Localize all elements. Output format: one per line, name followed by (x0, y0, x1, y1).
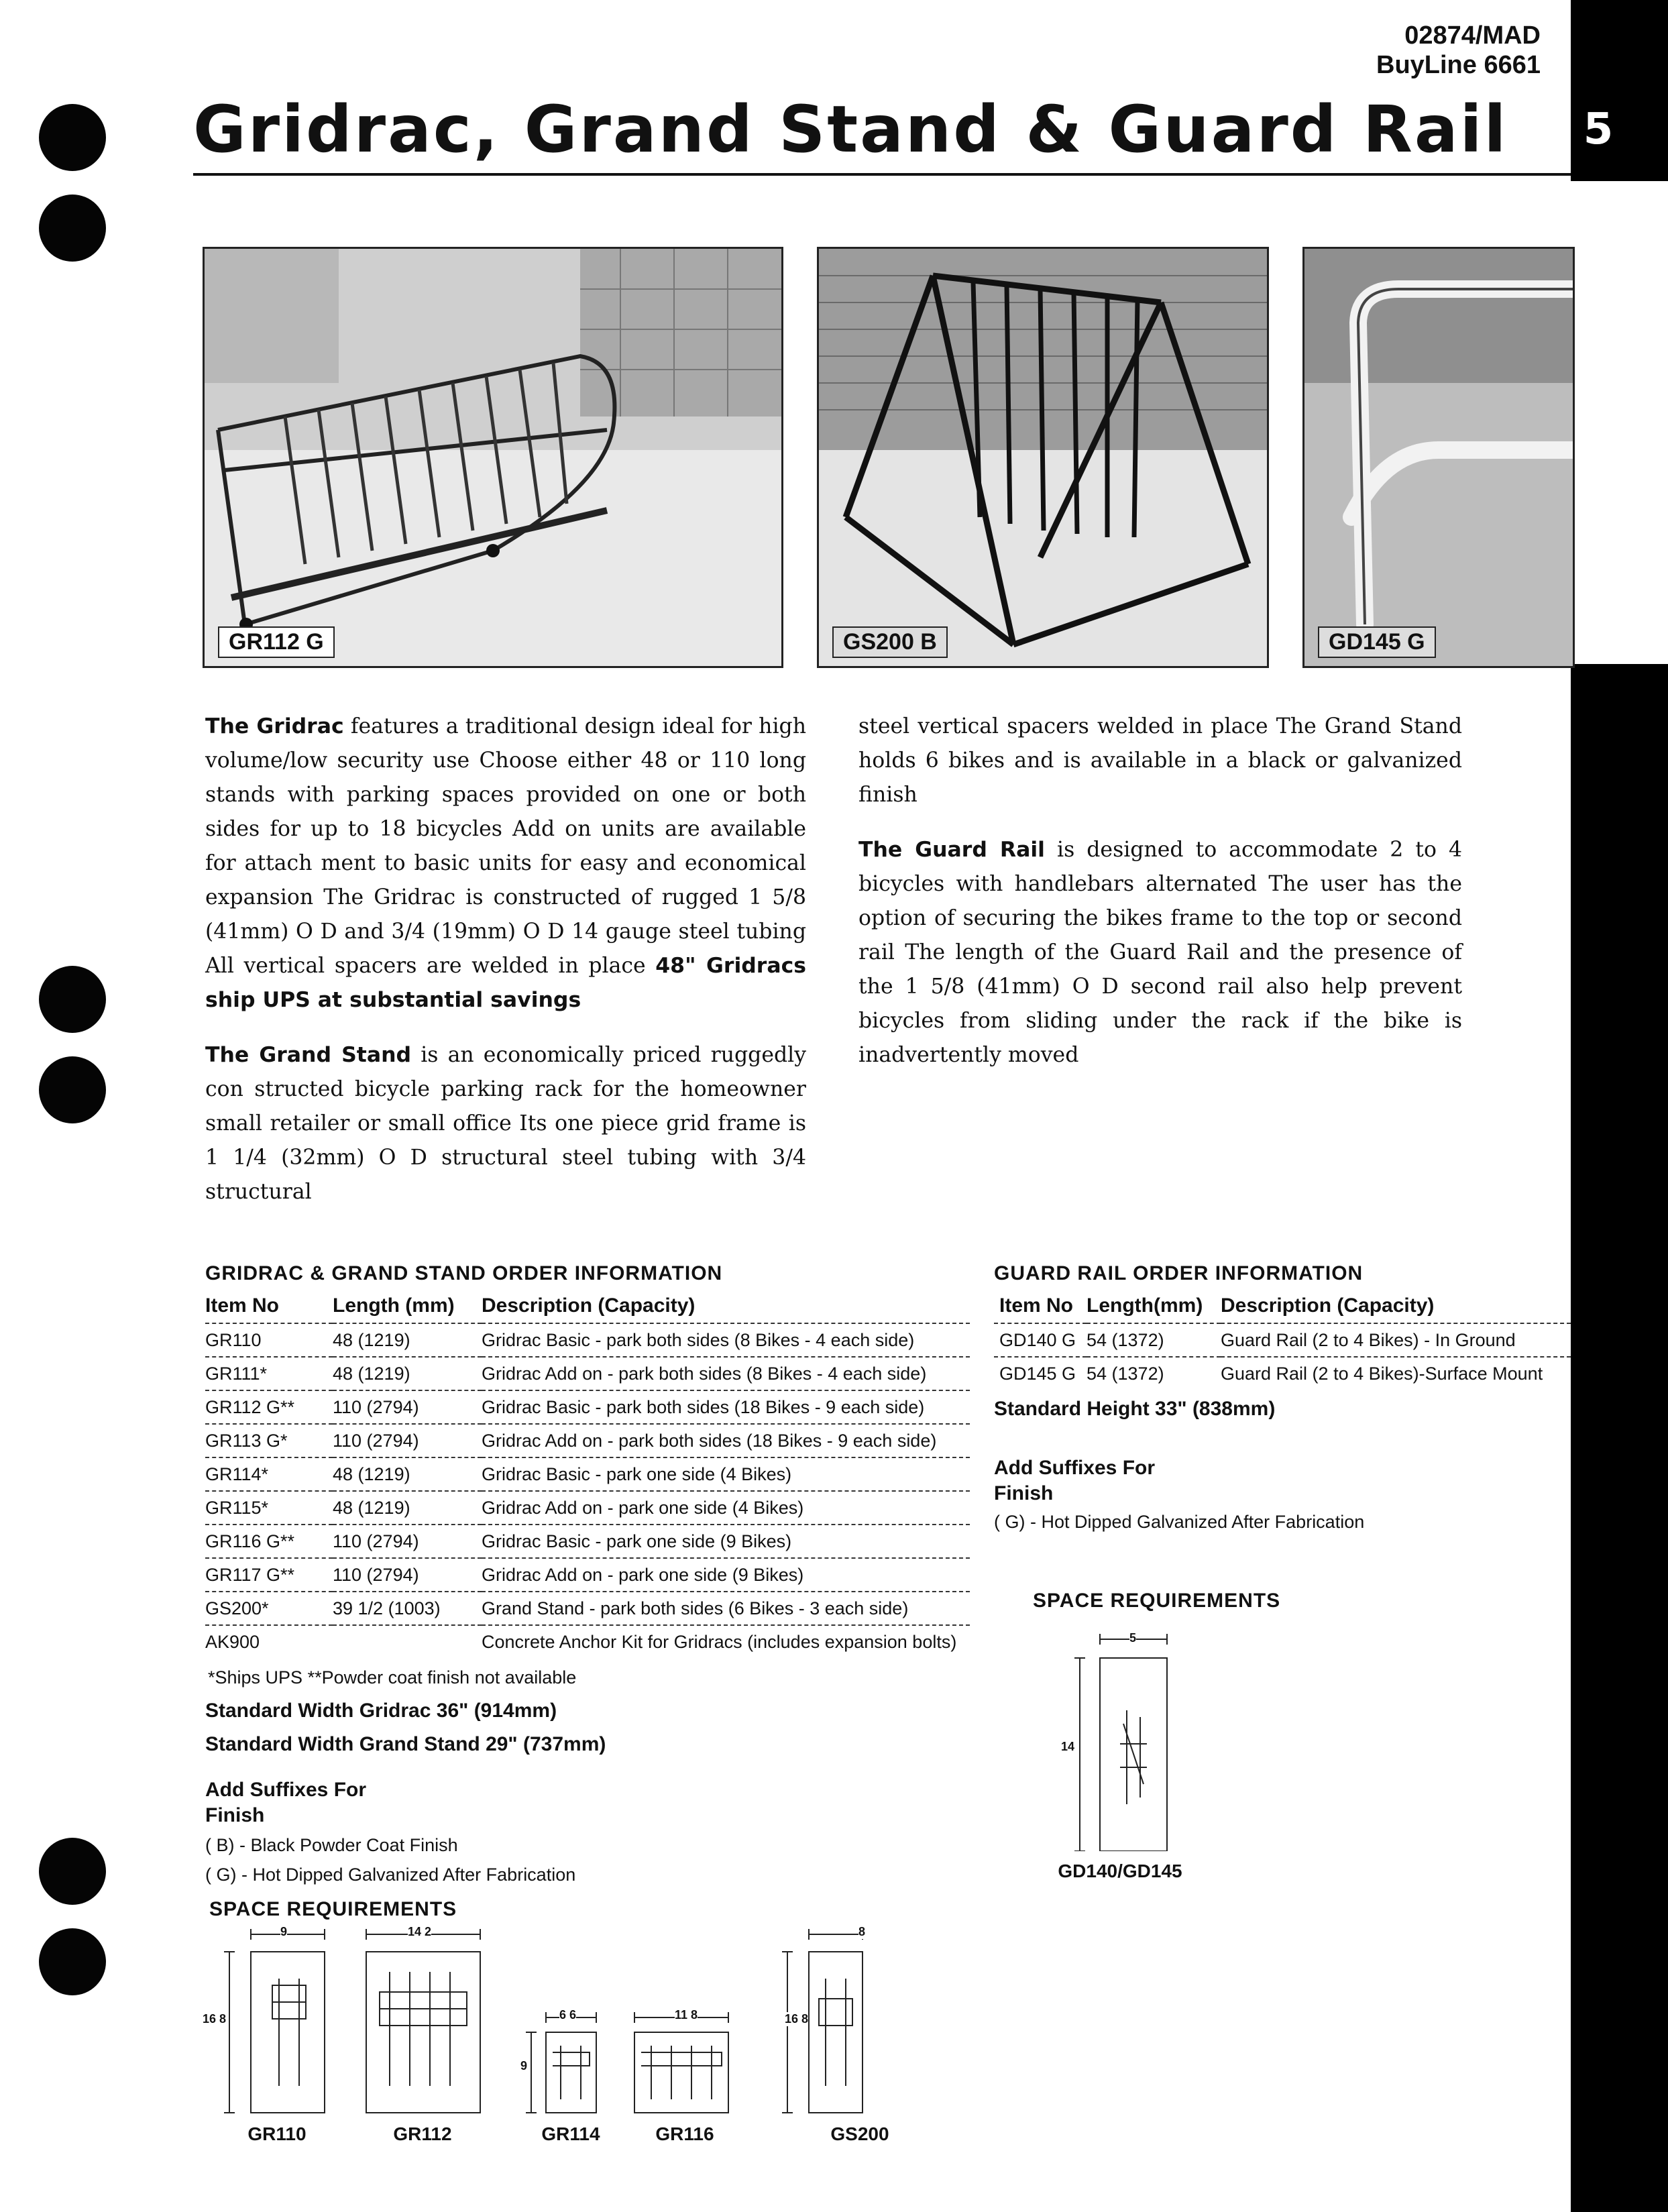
dim-height: 9 (520, 2059, 528, 2072)
item-no: GR116 G** (205, 1525, 333, 1558)
table-row (205, 1424, 970, 1457)
photo-gridrac (203, 247, 783, 668)
page-title: Gridrac, Grand Stand & Guard Rail (193, 92, 1508, 167)
section-edge-bar (1571, 0, 1668, 2212)
suffix-heading-finish: Finish (205, 1804, 265, 1826)
col-description: Description (Capacity) (1221, 1294, 1435, 1317)
dim-width: 14 2 (408, 1925, 432, 1938)
order-footnote: *Ships UPS **Powder coat finish not available (208, 1667, 577, 1688)
item-no: GR117 G** (205, 1564, 295, 1585)
punch-hole (39, 966, 106, 1033)
diagram-label: GR114 (541, 2123, 600, 2144)
std-height: Standard Height 33" (838mm) (994, 1398, 1276, 1420)
grandstand-lead: The Grand Stand (205, 1043, 412, 1067)
gridrac-ups-note: 48" Gridracs ship UPS at substantial savings (205, 954, 806, 1012)
description: Gridrac Basic - park both sides (18 Bikes - 9 each side) (482, 1390, 970, 1424)
std-width-gridrac: Standard Width Gridrac 36" (914mm) (205, 1700, 557, 1722)
length: 48 (1219) (333, 1323, 482, 1357)
table-row (994, 1323, 1571, 1357)
gridrac-space-diagrams (205, 1925, 943, 2126)
photo-guard-rail (1302, 247, 1575, 668)
suffix-heading: Add Suffixes For (205, 1779, 367, 1801)
length: 110 (2794) (333, 1525, 482, 1558)
col-item-no: Item No (205, 1294, 280, 1317)
suffix-heading: Add Suffixes For (994, 1457, 1156, 1479)
description: Gridrac Add on - park both sides (18 Bikes - 9 each side) (482, 1430, 937, 1451)
title-rule (193, 173, 1571, 176)
diagram-label: GD140/GD145 (1058, 1861, 1182, 1881)
length (333, 1625, 482, 1658)
diagram-label: GS200 (830, 2123, 889, 2144)
item-no: GR114* (205, 1457, 333, 1491)
punch-hole (39, 1838, 106, 1905)
table-row (205, 1525, 970, 1558)
suffix-galvanized: ( G) - Hot Dipped Galvanized After Fabrication (205, 1865, 576, 1885)
description: Gridrac Add on - park one side (4 Bikes) (482, 1497, 804, 1518)
space-requirements-heading: SPACE REQUIREMENTS (209, 1898, 457, 1920)
gridrac-lead: The Gridrac (205, 714, 344, 738)
dim-height: 16 8 (203, 2012, 227, 2026)
table-row (205, 1323, 970, 1357)
table-row (205, 1592, 970, 1625)
diagram-label: GR112 (393, 2123, 452, 2144)
dim-height: 16 8 (785, 2012, 809, 2026)
dim-width: 9 (280, 1925, 288, 1938)
description: Gridrac Basic - park one side (4 Bikes) (482, 1457, 970, 1491)
item-no: AK900 (205, 1631, 260, 1652)
description: Guard Rail (2 to 4 Bikes) - In Ground (1221, 1323, 1571, 1357)
space-requirements-heading: SPACE REQUIREMENTS (1033, 1590, 1281, 1612)
photo-label: GS200 B (832, 626, 948, 658)
suffix-black: ( B) - Black Powder Coat Finish (205, 1835, 458, 1855)
gridrac-illustration (205, 249, 781, 666)
dim-width: 6 6 (559, 2008, 577, 2022)
guardrail-lead: The Guard Rail (858, 838, 1045, 862)
col-item-no: Item No (999, 1294, 1074, 1317)
col-length: Length(mm) (1087, 1294, 1203, 1317)
punch-hole (39, 195, 106, 262)
suffix-galvanized: ( G) - Hot Dipped Galvanized After Fabrication (994, 1512, 1365, 1532)
diagram-label: GR116 (655, 2123, 714, 2144)
suffix-heading-finish: Finish (994, 1482, 1054, 1504)
gridrac-text: features a traditional design ideal for high volume/low security use Choose either 48 or 110 long stands with parking spaces provided on one or both sides for up to 18 bicycles Add on units are available for attach ment to basic units for easy and economical expansion The Gridrac is constructed of rugged 1 5/8 (41mm) O D and 3/4 (19mm) O D 14 gauge steel tubing All vertical spacers are welded in place (205, 714, 806, 978)
description: Gridrac Basic - park one side (9 Bikes) (482, 1525, 970, 1558)
gridrac-order-table (205, 1292, 970, 1658)
std-width-grandstand: Standard Width Grand Stand 29" (737mm) (205, 1733, 606, 1755)
gridrac-order-heading: GRIDRAC & GRAND STAND ORDER INFORMATION (205, 1262, 723, 1284)
description: Gridrac Basic - park both sides (8 Bikes - 4 each side) (482, 1323, 970, 1357)
item-no: GD140 G (994, 1323, 1087, 1357)
col-description: Description (Capacity) (482, 1294, 696, 1317)
guard-rail-illustration (1304, 249, 1573, 666)
grand-stand-illustration (819, 249, 1267, 666)
punch-hole (39, 1056, 106, 1123)
length: 110 (2794) (333, 1390, 482, 1424)
table-row (205, 1357, 970, 1390)
grandstand-text: is an economically priced ruggedly con structed bicycle parking rack for the homeowner small retailer or small office Its one piece grid frame is 1 1/4 (32mm) O D structural steel tubing with 3/4 structural (205, 1043, 807, 1204)
dim-width: 8 (858, 1925, 866, 1938)
description: Guard Rail (2 to 4 Bikes)-Surface Mount (1221, 1363, 1543, 1384)
guardrail-order-heading: GUARD RAIL ORDER INFORMATION (994, 1262, 1364, 1284)
photo-grand-stand (817, 247, 1269, 668)
grandstand-description (205, 1038, 806, 1209)
length: 48 (1219) (333, 1497, 410, 1518)
diagram-label: GR110 (247, 2123, 307, 2144)
guardrail-space-diagram (1066, 1623, 1187, 1851)
dim-width: 5 (1129, 1631, 1137, 1645)
table-row (205, 1558, 970, 1592)
photo-label: GR112 G (218, 626, 335, 658)
item-no: GD145 G (999, 1363, 1076, 1384)
table-row (205, 1390, 970, 1424)
length: 54 (1372) (1087, 1363, 1164, 1384)
table-row (205, 1491, 970, 1525)
gridrac-description (205, 710, 806, 1017)
length: 48 (1219) (333, 1363, 410, 1384)
item-no: GS200* (205, 1592, 333, 1625)
punch-hole (39, 1928, 106, 1995)
description: Concrete Anchor Kit for Gridracs (includes expansion bolts) (482, 1631, 957, 1652)
photo-label: GD145 G (1318, 626, 1436, 658)
table-row (205, 1625, 970, 1658)
table-row (205, 1457, 970, 1491)
item-no: GR112 G** (205, 1390, 333, 1424)
grandstand-text-cont: steel vertical spacers welded in place The Grand Stand holds 6 bikes and is available in a black or galvanized finish (858, 714, 1462, 807)
guardrail-description (858, 833, 1462, 1072)
item-no: GR113 G* (205, 1430, 288, 1451)
catalog-code: 02874/MAD (1404, 21, 1541, 50)
guardrail-order-table (994, 1292, 1571, 1390)
col-length: Length (mm) (333, 1294, 455, 1317)
table-row (994, 1357, 1571, 1390)
buyline-code: BuyLine 6661 (1376, 51, 1541, 79)
length: 39 1/2 (1003) (333, 1592, 482, 1625)
length: 110 (2794) (333, 1430, 419, 1451)
description: Grand Stand - park both sides (6 Bikes - 3 each side) (482, 1592, 970, 1625)
description: Gridrac Add on - park one side (9 Bikes) (482, 1564, 804, 1585)
item-no: GR115* (205, 1497, 269, 1518)
guardrail-text: is designed to accommodate 2 to 4 bicycles with handlebars alternated The user has the option of securing the bikes frame to the top or second rail The length of the Guard Rail and the presence of the 1 5/8 (41mm) O D second rail also help prevent bicycles from sliding under the rack if the bike is inadvertently moved (858, 838, 1462, 1067)
item-no: GR111* (205, 1363, 268, 1384)
description: Gridrac Add on - park both sides (8 Bikes - 4 each side) (482, 1363, 927, 1384)
length: 48 (1219) (333, 1457, 482, 1491)
dim-width: 11 8 (675, 2008, 698, 2022)
length: 54 (1372) (1087, 1323, 1221, 1357)
punch-hole (39, 104, 106, 171)
length: 110 (2794) (333, 1564, 419, 1585)
item-no: GR110 (205, 1323, 333, 1357)
grandstand-description-cont (858, 710, 1462, 812)
section-tab-number: 5 (1575, 99, 1622, 160)
dim-height: 14 (1061, 1740, 1075, 1753)
